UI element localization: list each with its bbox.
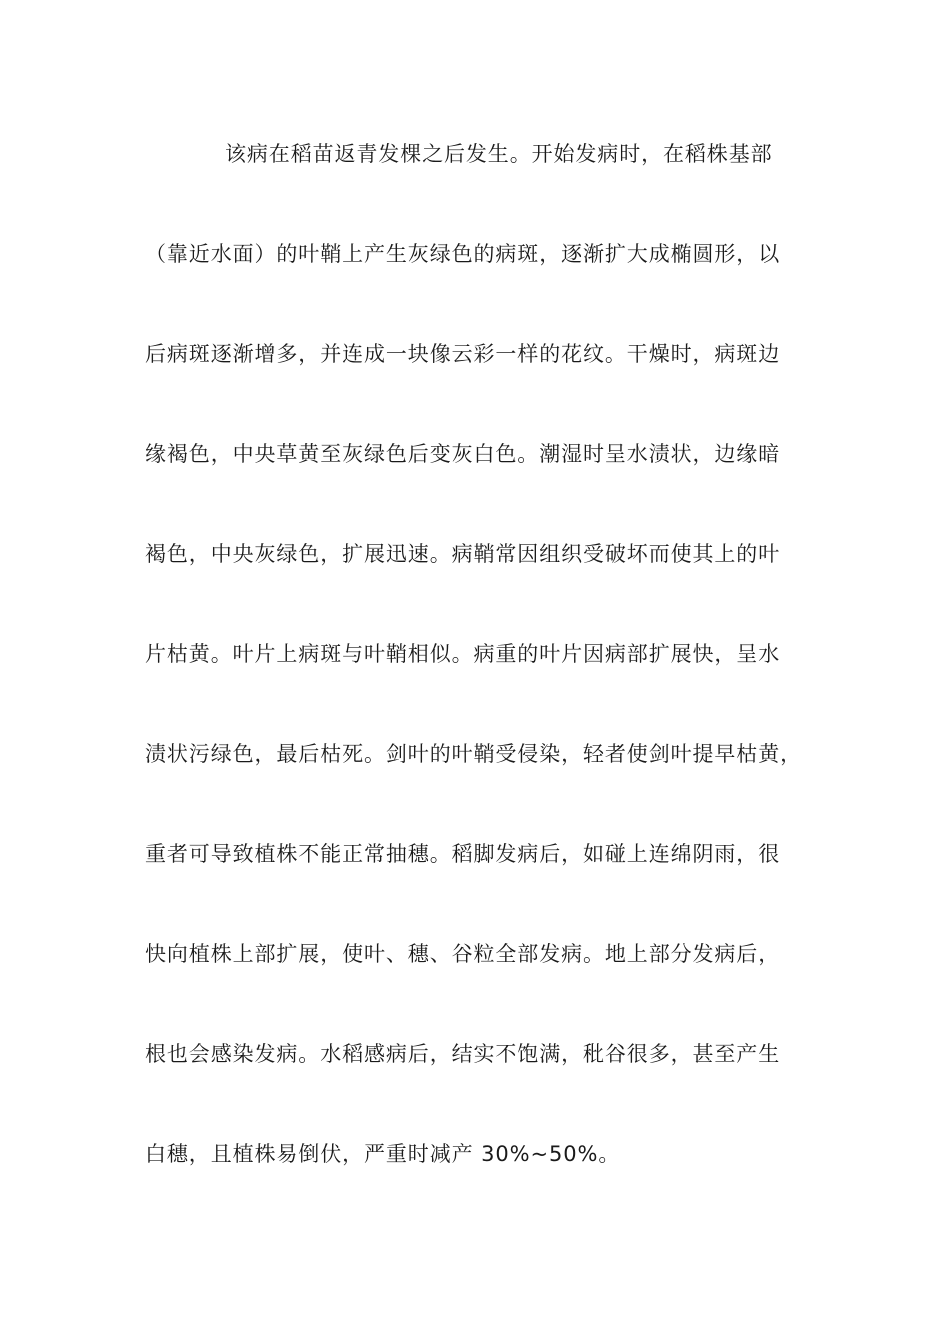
text-line: 褐色，中央灰绿色，扩展迅速。病鞘常因组织受破坏而使其上的叶 xyxy=(145,542,781,566)
text-line: 该病在稻苗返青发棵之后发生。开始发病时，在稻株基部 xyxy=(225,142,773,166)
text-line: 片枯黄。叶片上病斑与叶鞘相似。病重的叶片因病部扩展快，呈水 xyxy=(145,642,781,666)
text-line: 渍状污绿色，最后枯死。剑叶的叶鞘受侵染，轻者使剑叶提早枯黄， xyxy=(145,742,802,766)
text-line: 缘褐色，中央草黄至灰绿色后变灰白色。潮湿时呈水渍状，边缘暗 xyxy=(145,442,781,466)
text-line: 根也会感染发病。水稻感病后，结实不饱满，秕谷很多，甚至产生 xyxy=(145,1042,781,1066)
paragraph xyxy=(145,134,825,1234)
text-line: 白穗，且植株易倒伏，严重时减产 30%~50%。 xyxy=(145,1142,621,1166)
text-line: 快向植株上部扩展，使叶、穗、谷粒全部发病。地上部分发病后， xyxy=(145,942,781,966)
text-line: 后病斑逐渐增多，并连成一块像云彩一样的花纹。干燥时，病斑边 xyxy=(145,342,781,366)
text-line: （靠近水面）的叶鞘上产生灰绿色的病斑，逐渐扩大成椭圆形，以 xyxy=(145,242,781,266)
text-line: 重者可导致植株不能正常抽穗。稻脚发病后，如碰上连绵阴雨，很 xyxy=(145,842,781,866)
